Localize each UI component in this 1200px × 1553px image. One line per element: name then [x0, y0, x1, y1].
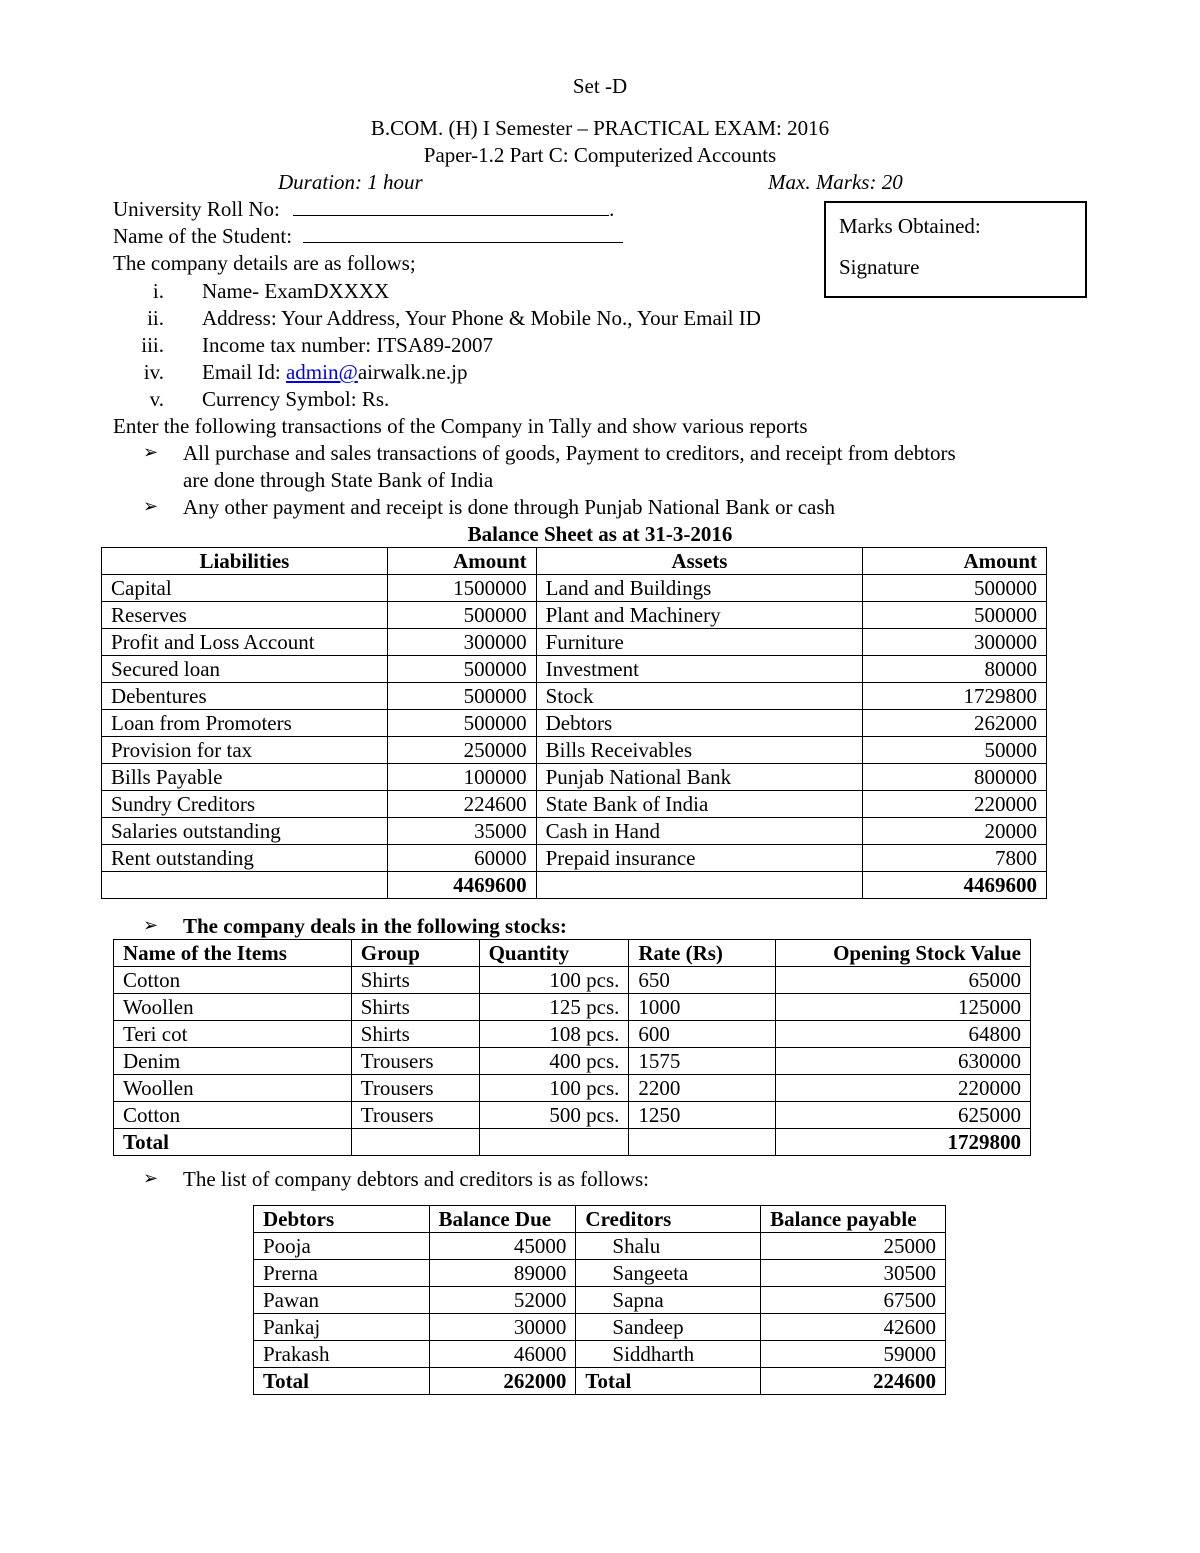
column-header: Group [351, 940, 479, 967]
item-group: Shirts [351, 967, 479, 994]
asset-name: Land and Buildings [536, 575, 863, 602]
asset-amount: 500000 [863, 575, 1047, 602]
debtor-balance: 52000 [429, 1287, 576, 1314]
liability-name: Provision for tax [102, 737, 388, 764]
liability-amount: 250000 [387, 737, 536, 764]
total-label: Total [576, 1368, 761, 1395]
email-domain: airwalk.ne.jp [357, 360, 468, 384]
max-marks: Max. Marks: 20 [768, 170, 903, 194]
table-row [102, 737, 1047, 764]
item-quantity: 108 pcs. [479, 1021, 629, 1048]
creditor-balance: 30500 [761, 1260, 946, 1287]
bullet-1-line-2: are done through State Bank of India [183, 468, 494, 492]
item-name: Teri cot [114, 1021, 352, 1048]
bullet-2: Any other payment and receipt is done through Punjab National Bank or cash [183, 495, 836, 519]
liability-amount: 500000 [387, 602, 536, 629]
table-row [102, 656, 1047, 683]
column-header: Creditors [576, 1206, 761, 1233]
table-row [102, 629, 1047, 656]
item-quantity: 125 pcs. [479, 994, 629, 1021]
asset-amount: 1729800 [863, 683, 1047, 710]
arrow-bullet-icon: ➢ [143, 442, 159, 463]
instructions-text: Enter the following transactions of the Company in Tally and show various reports [113, 414, 808, 438]
set-label: Set -D [572, 74, 628, 98]
item-name: Denim [114, 1048, 352, 1075]
debtor-balance: 30000 [429, 1314, 576, 1341]
table-row [254, 1233, 946, 1260]
signature-label: Signature [839, 255, 920, 279]
debtor-name: Pankaj [254, 1314, 430, 1341]
list-number: i. [152, 279, 164, 303]
item-name: Cotton [114, 1102, 352, 1129]
item-group: Trousers [351, 1075, 479, 1102]
column-header: Amount [387, 548, 536, 575]
arrow-bullet-icon: ➢ [143, 1168, 159, 1189]
item-group: Shirts [351, 994, 479, 1021]
table-row [114, 1021, 1031, 1048]
liability-amount: 500000 [387, 710, 536, 737]
arrow-bullet-icon: ➢ [143, 496, 159, 517]
column-header: Debtors [254, 1206, 430, 1233]
table-header-row [254, 1206, 946, 1233]
paper-title: Paper-1.2 Part C: Computerized Accounts [423, 143, 777, 167]
item-group: Trousers [351, 1102, 479, 1129]
table-row [254, 1341, 946, 1368]
table-row [102, 818, 1047, 845]
asset-name: Plant and Machinery [536, 602, 863, 629]
stocks-title: The company deals in the following stocks: [183, 914, 567, 938]
total-stock-value: 1729800 [776, 1129, 1031, 1156]
duration: Duration: 1 hour [278, 170, 423, 194]
table-cell [479, 1129, 629, 1156]
column-header: Liabilities [102, 548, 388, 575]
item-name: Cotton [114, 967, 352, 994]
asset-name: State Bank of India [536, 791, 863, 818]
table-row [254, 1260, 946, 1287]
total-creditors: 224600 [761, 1368, 946, 1395]
roll-number-field[interactable] [293, 197, 609, 216]
item-rate: 650 [629, 967, 776, 994]
item-quantity: 400 pcs. [479, 1048, 629, 1075]
item-opening-value: 220000 [776, 1075, 1031, 1102]
item-name: Woollen [114, 1075, 352, 1102]
roll-number-row [113, 196, 614, 222]
bullet-1-line-1: All purchase and sales transactions of goods, Payment to creditors, and receipt from debtors [183, 441, 956, 465]
table-total-row [102, 872, 1047, 899]
item-rate: 2200 [629, 1075, 776, 1102]
table-row [102, 791, 1047, 818]
column-header: Assets [536, 548, 863, 575]
table-row [114, 1048, 1031, 1075]
company-intro: The company details are as follows; [113, 251, 416, 275]
asset-amount: 7800 [863, 845, 1047, 872]
student-name-label: Name of the Student: [113, 224, 293, 248]
company-address: Address: Your Address, Your Phone & Mobile No., Your Email ID [202, 306, 761, 330]
asset-name: Furniture [536, 629, 863, 656]
liability-amount: 500000 [387, 656, 536, 683]
debtor-name: Prakash [254, 1341, 430, 1368]
liability-name: Bills Payable [102, 764, 388, 791]
liability-name: Rent outstanding [102, 845, 388, 872]
list-number: v. [149, 387, 164, 411]
company-name: Name- ExamDXXXX [202, 279, 390, 303]
item-rate: 600 [629, 1021, 776, 1048]
roll-number-end: . [609, 197, 615, 221]
email-link[interactable]: admin@ [285, 360, 358, 384]
asset-amount: 20000 [863, 818, 1047, 845]
asset-name: Punjab National Bank [536, 764, 863, 791]
item-opening-value: 64800 [776, 1021, 1031, 1048]
list-number: iv. [143, 360, 164, 384]
company-email [202, 359, 467, 385]
item-rate: 1000 [629, 994, 776, 1021]
table-cell [629, 1129, 776, 1156]
student-name-field[interactable] [303, 224, 623, 243]
asset-name: Stock [536, 683, 863, 710]
company-currency: Currency Symbol: Rs. [202, 387, 390, 411]
column-header: Name of the Items [114, 940, 352, 967]
debtor-name: Prerna [254, 1260, 430, 1287]
item-rate: 1250 [629, 1102, 776, 1129]
table-row [254, 1287, 946, 1314]
creditor-balance: 25000 [761, 1233, 946, 1260]
list-number: ii. [147, 306, 164, 330]
creditor-name: Siddharth [576, 1341, 761, 1368]
table-row [114, 1102, 1031, 1129]
liability-name: Secured loan [102, 656, 388, 683]
liability-name: Sundry Creditors [102, 791, 388, 818]
column-header: Balance payable [761, 1206, 946, 1233]
item-group: Trousers [351, 1048, 479, 1075]
student-name-row [113, 223, 623, 249]
table-row [102, 845, 1047, 872]
column-header: Amount [863, 548, 1047, 575]
item-name: Woollen [114, 994, 352, 1021]
item-opening-value: 630000 [776, 1048, 1031, 1075]
liability-name: Reserves [102, 602, 388, 629]
table-row [102, 764, 1047, 791]
debtor-name: Pooja [254, 1233, 430, 1260]
item-quantity: 100 pcs. [479, 1075, 629, 1102]
item-quantity: 500 pcs. [479, 1102, 629, 1129]
table-total-row [254, 1368, 946, 1395]
item-quantity: 100 pcs. [479, 967, 629, 994]
table-row [114, 967, 1031, 994]
exam-title: B.COM. (H) I Semester – PRACTICAL EXAM: 2016 [370, 116, 830, 140]
list-number: iii. [141, 333, 164, 357]
debtor-balance: 45000 [429, 1233, 576, 1260]
table-row [102, 602, 1047, 629]
arrow-bullet-icon: ➢ [143, 915, 159, 936]
liability-amount: 300000 [387, 629, 536, 656]
table-cell [351, 1129, 479, 1156]
item-rate: 1575 [629, 1048, 776, 1075]
column-header: Opening Stock Value [776, 940, 1031, 967]
table-header-row [102, 548, 1047, 575]
debtors-creditors-table [253, 1205, 946, 1395]
item-opening-value: 625000 [776, 1102, 1031, 1129]
asset-amount: 80000 [863, 656, 1047, 683]
email-label: Email Id: [202, 360, 286, 384]
asset-name: Cash in Hand [536, 818, 863, 845]
item-group: Shirts [351, 1021, 479, 1048]
table-row [102, 710, 1047, 737]
item-opening-value: 65000 [776, 967, 1031, 994]
table-cell [102, 872, 388, 899]
debtor-name: Pawan [254, 1287, 430, 1314]
column-header: Balance Due [429, 1206, 576, 1233]
table-row [102, 683, 1047, 710]
total-label: Total [114, 1129, 352, 1156]
total-debtors: 262000 [429, 1368, 576, 1395]
liability-name: Profit and Loss Account [102, 629, 388, 656]
creditor-name: Sangeeta [576, 1260, 761, 1287]
liability-amount: 100000 [387, 764, 536, 791]
company-income-tax: Income tax number: ITSA89-2007 [202, 333, 494, 357]
column-header: Rate (Rs) [629, 940, 776, 967]
table-row [114, 994, 1031, 1021]
liability-amount: 35000 [387, 818, 536, 845]
asset-amount: 262000 [863, 710, 1047, 737]
table-cell [536, 872, 863, 899]
liability-name: Debentures [102, 683, 388, 710]
liability-amount: 500000 [387, 683, 536, 710]
asset-name: Debtors [536, 710, 863, 737]
creditor-balance: 67500 [761, 1287, 946, 1314]
marks-obtained-label: Marks Obtained: [839, 214, 981, 238]
asset-name: Bills Receivables [536, 737, 863, 764]
creditor-balance: 42600 [761, 1314, 946, 1341]
creditor-name: Shalu [576, 1233, 761, 1260]
creditor-balance: 59000 [761, 1341, 946, 1368]
asset-amount: 800000 [863, 764, 1047, 791]
table-row [254, 1314, 946, 1341]
asset-name: Investment [536, 656, 863, 683]
creditor-name: Sapna [576, 1287, 761, 1314]
item-opening-value: 125000 [776, 994, 1031, 1021]
liability-name: Salaries outstanding [102, 818, 388, 845]
table-total-row [114, 1129, 1031, 1156]
table-row [114, 1075, 1031, 1102]
asset-amount: 500000 [863, 602, 1047, 629]
debtor-balance: 46000 [429, 1341, 576, 1368]
roll-number-label: University Roll No: [113, 197, 280, 221]
creditor-name: Sandeep [576, 1314, 761, 1341]
asset-amount: 220000 [863, 791, 1047, 818]
total-liabilities: 4469600 [387, 872, 536, 899]
balance-sheet-title: Balance Sheet as at 31-3-2016 [467, 522, 733, 546]
debtor-balance: 89000 [429, 1260, 576, 1287]
marks-box [824, 201, 1087, 298]
stocks-table [113, 939, 1031, 1156]
total-label: Total [254, 1368, 430, 1395]
total-assets: 4469600 [863, 872, 1047, 899]
parties-title: The list of company debtors and creditors is as follows: [183, 1167, 649, 1191]
table-header-row [114, 940, 1031, 967]
balance-sheet-table [101, 547, 1047, 899]
column-header: Quantity [479, 940, 629, 967]
liability-name: Loan from Promoters [102, 710, 388, 737]
table-row [102, 575, 1047, 602]
asset-amount: 50000 [863, 737, 1047, 764]
liability-amount: 224600 [387, 791, 536, 818]
liability-amount: 60000 [387, 845, 536, 872]
liability-name: Capital [102, 575, 388, 602]
asset-amount: 300000 [863, 629, 1047, 656]
liability-amount: 1500000 [387, 575, 536, 602]
asset-name: Prepaid insurance [536, 845, 863, 872]
